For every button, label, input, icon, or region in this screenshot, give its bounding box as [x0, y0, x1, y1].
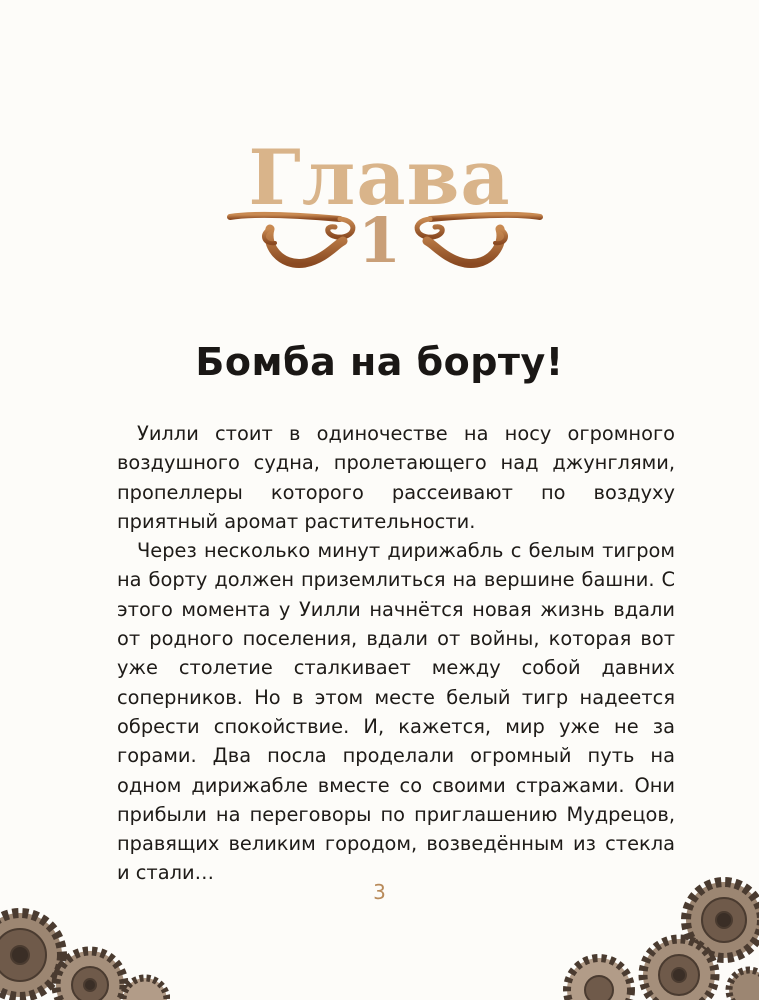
chapter-title: Бомба на борту! [195, 340, 564, 384]
page-number: 3 [373, 880, 386, 904]
chapter-heading: Глава [248, 133, 511, 222]
chapter-number: 1 [357, 204, 402, 277]
paragraph: Уилли стоит в одиночестве на носу огромного воздушного судна, пролетающего над джунглями, пропеллеры которого рассеивают по воздуху приятный аромат растительности. [117, 422, 675, 533]
paragraph: Через несколько минут дирижабль с белым тигром на борту должен приземлиться на вершине башни. С этого момента у Уилли начнётся новая жизнь вдали от родного поселения, вдали от войны, которая вот уже столетие сталкивает между собой давних соперников. Но в этом месте белый тигр надеется обрести спокойствие. И, кажется, мир уже не за горами. Два посла проделали огромный путь на одном дирижабле вместе со своими стражами. Они прибыли на переговоры по приглашению Мудрецов, правящих великим городом, возведённым из стекла и стали… [117, 539, 675, 885]
gears-icon [559, 850, 759, 1000]
body-text [117, 419, 675, 888]
gears-icon [0, 850, 170, 1000]
